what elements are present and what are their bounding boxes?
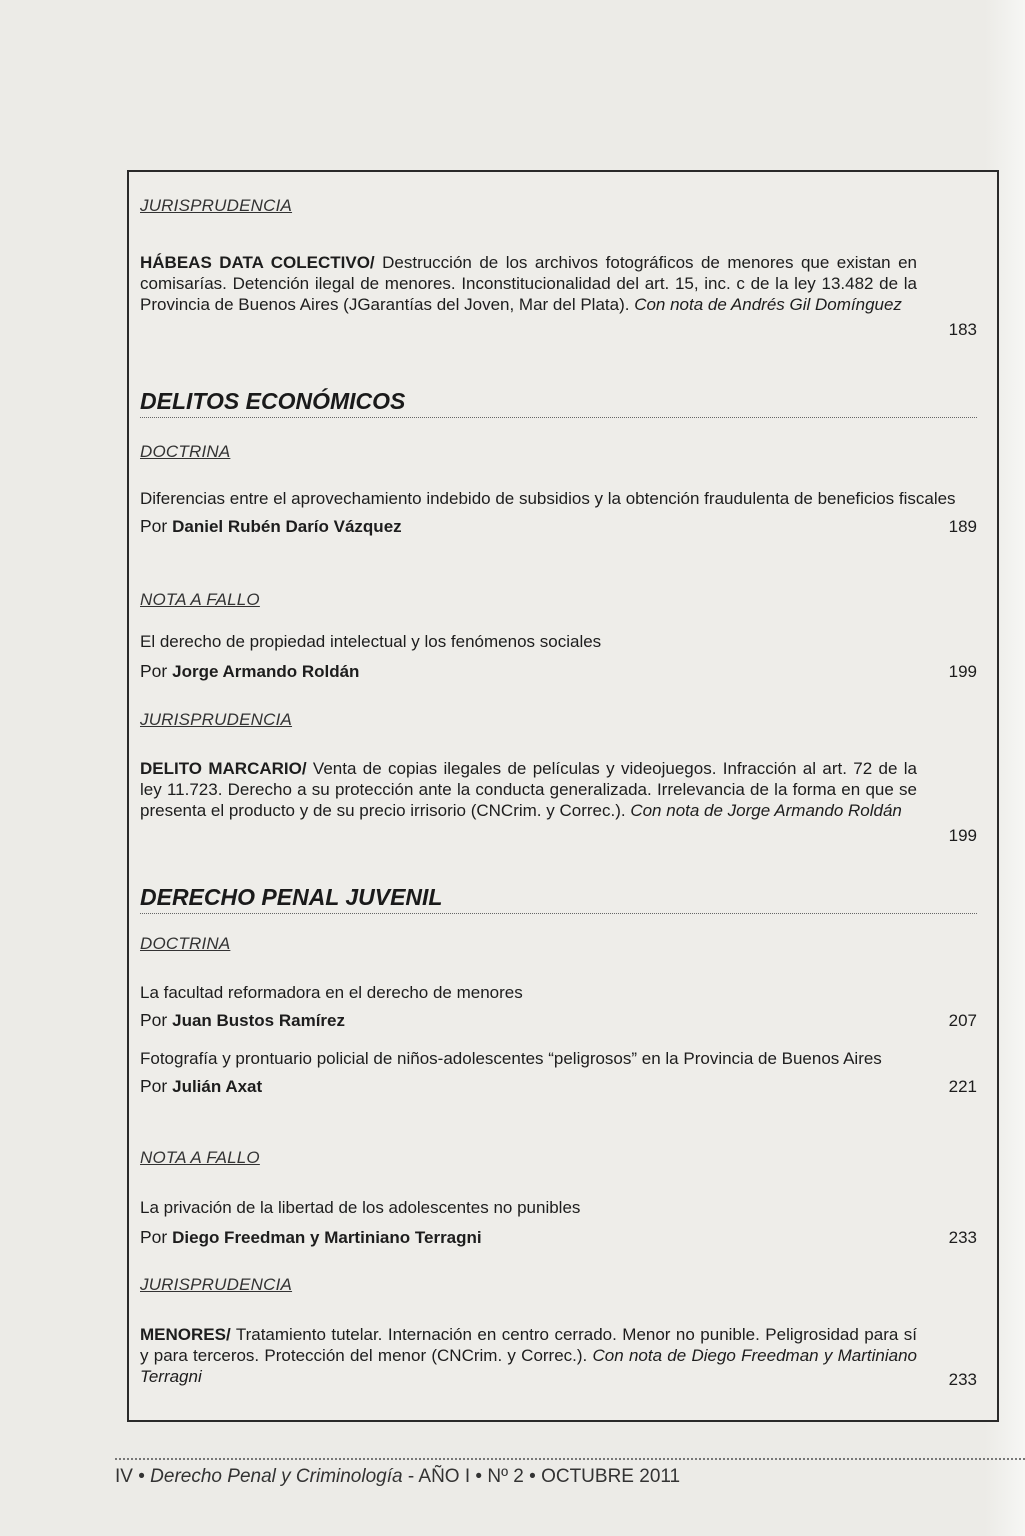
entry-keyword: HÁBEAS DATA COLECTIVO/ [140, 253, 375, 272]
entry-title: La facultad reformadora en el derecho de menores [140, 983, 523, 1002]
subsection-label-nota-a-fallo: NOTA A FALLO [140, 1148, 260, 1167]
author-name: Diego Freedman y Martiniano Terragni [172, 1228, 482, 1247]
by-label: Por [140, 1076, 168, 1096]
by-label: Por [140, 516, 168, 536]
entry-title: La privación de la libertad de los adolescentes no punibles [140, 1198, 581, 1217]
entry-keyword: DELITO MARCARIO/ [140, 759, 307, 778]
section-title-delitos-economicos: DELITOS ECONÓMICOS [140, 388, 977, 418]
entry-byline [140, 515, 977, 538]
entry-description: Destrucción de los archivos fotográficos de menores que existan en comisarías. Detención ilegal de menores. Inconstitucionalidad del art. 15, inc. c de la ley 13.482 de la Provincia de Buenos Aires (JGarantías del Joven, Mar del Plata). [140, 253, 917, 314]
entry-byline [140, 1009, 977, 1032]
subsection-label-jurisprudencia: JURISPRUDENCIA [140, 1275, 293, 1294]
subsection-label-doctrina: DOCTRINA [140, 442, 231, 461]
page-number: 221 [948, 1077, 977, 1096]
entry-byline [140, 660, 977, 683]
entry-doctrina-facultad-reformadora [140, 982, 977, 1032]
page-number: 233 [948, 1228, 977, 1247]
entry-note: Con nota de Diego Freedman y Martiniano Terragni [140, 1346, 917, 1386]
author-name: Daniel Rubén Darío Vázquez [172, 517, 402, 536]
page-number: 199 [948, 826, 977, 845]
entry-keyword: MENORES/ [140, 1325, 231, 1344]
section-title-derecho-penal-juvenil: DERECHO PENAL JUVENIL [140, 884, 977, 914]
entry-nota-propiedad-intelectual [140, 631, 977, 683]
subsection-label-nota-a-fallo: NOTA A FALLO [140, 590, 260, 609]
by-label: Por [140, 1227, 168, 1247]
entry-description: Venta de copias ilegales de películas y videojuegos. Infracción al art. 72 de la ley 11.723. Derecho a su protección ante la conducta generalizada. Irrelevancia de la forma en que se presenta el producto y de su precio irrisorio (CNCrim. y Correc.). [140, 759, 917, 820]
entry-description: Tratamiento tutelar. Internación en centro cerrado. Menor no punible. Peligrosidad para sí y para terceros. Protección del menor (CNCrim. y Correc.). [140, 1325, 917, 1365]
entry-note: Con nota de Jorge Armando Roldán [630, 801, 902, 820]
page-number: 233 [948, 1370, 977, 1389]
author-name: Jorge Armando Roldán [172, 662, 360, 681]
entry-doctrina-subsidios [140, 488, 977, 538]
footer-divider [115, 1458, 1025, 1460]
entry-menores [140, 1324, 977, 1390]
page-number: 183 [948, 320, 977, 339]
entry-doctrina-fotografia-prontuario [140, 1048, 977, 1098]
by-label: Por [140, 1010, 168, 1030]
entry-title: El derecho de propiedad intelectual y los fenómenos sociales [140, 632, 602, 651]
footer-issue: - AÑO I • Nº 2 • OCTUBRE 2011 [407, 1466, 681, 1487]
footer-bullet: • [138, 1466, 145, 1487]
author-name: Juan Bustos Ramírez [172, 1011, 345, 1030]
subsection-label-jurisprudencia: JURISPRUDENCIA [140, 710, 293, 729]
entry-delito-marcario [140, 758, 977, 846]
footer-journal-title: Derecho Penal y Criminología [150, 1466, 403, 1487]
entry-title: Fotografía y prontuario policial de niños-adolescentes “peligrosos” en la Provincia de Buenos Aires [140, 1049, 882, 1068]
page-number: 207 [948, 1011, 977, 1030]
entry-habeas-data [140, 252, 977, 340]
entry-note: Con nota de Andrés Gil Domínguez [634, 295, 902, 314]
subsection-label-doctrina: DOCTRINA [140, 934, 231, 953]
author-name: Julián Axat [172, 1077, 263, 1096]
contents-frame [127, 170, 999, 1422]
page-footer [115, 1466, 680, 1488]
entry-byline [140, 1226, 977, 1249]
by-label: Por [140, 661, 168, 681]
page-number: 199 [948, 662, 977, 681]
footer-page-roman: IV [115, 1466, 133, 1487]
subsection-label-jurisprudencia: JURISPRUDENCIA [140, 196, 293, 215]
entry-nota-privacion-libertad [140, 1197, 977, 1249]
entry-title: Diferencias entre el aprovechamiento indebido de subsidios y la obtención fraudulenta de beneficios fiscales [140, 489, 956, 508]
entry-byline [140, 1075, 977, 1098]
page-number: 189 [948, 517, 977, 536]
